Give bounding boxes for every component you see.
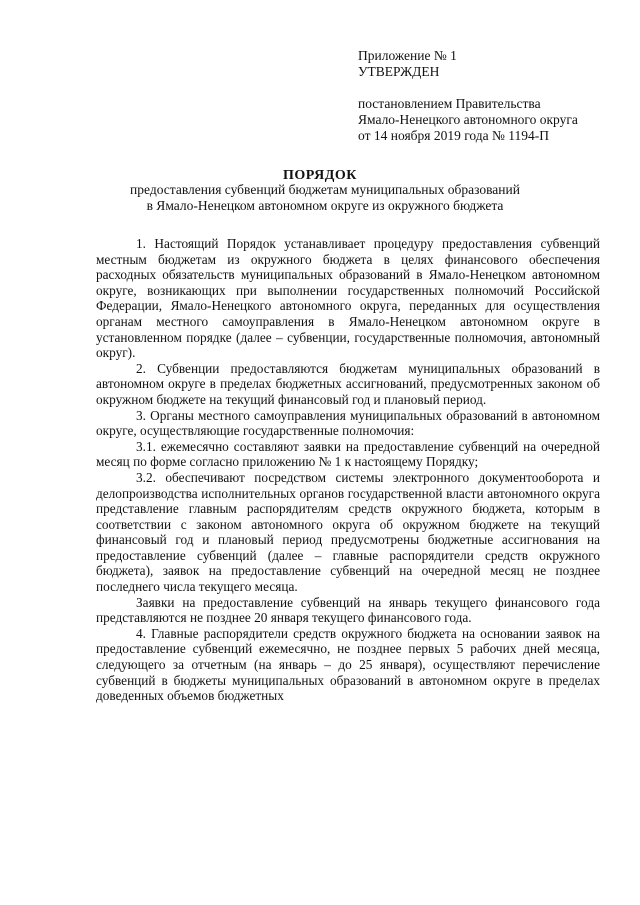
paragraph-3-2: 3.2. обеспечивают посредством системы электронного документооборота и делопроизводства исполнительных органов государственной власти автономного округа представление главным распорядителям средств окружного бюджета, которым в соответствии с законом автономного округа об окружном бюджете на текущий финансовый год и плановый период предусмотрены бюджетные ассигнования на предоставление субвенций (далее – главные распорядители средств окружного бюджета), заявок на предоставление субвенций на очередной месяц не позднее последнего числа текущего месяца. [96,469,600,595]
approval-block [358,48,578,144]
resolution-date-line: от 14 ноября 2019 года № 1194-П [358,128,550,143]
subtitle-line-1: предоставления субвенций бюджетам муниципальных образований [130,182,520,197]
paragraph-3: 3. Органы местного самоуправления муниципальных образований в автономном округе, осуществляющие государственные полномочия: [96,407,600,439]
appendix-number: Приложение № 1 [358,48,457,63]
document-body [96,236,600,704]
subtitle-line-2: в Ямало-Ненецком автономном округе из окружного бюджета [146,198,504,213]
paragraph-1: 1. Настоящий Порядок устанавливает процедуру предоставления субвенций местным бюджетам из окружного бюджета в целях финансового обеспечения расходных обязательств муниципальных образований в Ямало-Ненецком автономном округе, возникающих при выполнении государственных полномочий Российской Федерации, Ямало-Ненецкого автономного округа, переданных для осуществления органам местного самоуправления в Ямало-Ненецком автономном округе в установленном порядке (далее – субвенции, государственные полномочия, автономный округ). [96,236,600,361]
paragraph-3-1: 3.1. ежемесячно составляют заявки на предоставление субвенций на очередной месяц по форме согласно приложению № 1 к настоящему Порядку; [96,438,600,470]
document-title: ПОРЯДОК [283,168,357,183]
approved-label: УТВЕРЖДЕН [358,64,440,79]
document-subtitle [90,182,560,214]
paragraph-4: 4. Главные распорядители средств окружного бюджета на основании заявок на предоставление субвенций ежемесячно, не позднее первых 5 рабочих дней месяца, следующего за отчетным (на январь – до 25 января), осуществляют перечисление субвенций в бюджеты муниципальных образований в автономном округе в пределах доведенных объемов бюджетных [96,625,600,704]
paragraph-applications-january: Заявки на предоставление субвенций на январь текущего финансового года представляются не позднее 20 января текущего финансового года. [96,594,600,626]
paragraph-2: 2. Субвенции предоставляются бюджетам муниципальных образований в автономном округе в пределах бюджетных ассигнований, предусмотренных законом об окружном бюджете на текущий финансовый год и плановый период. [96,360,600,407]
government-line: Ямало-Ненецкого автономного округа [358,112,578,127]
resolution-line: постановлением Правительства [358,96,541,111]
